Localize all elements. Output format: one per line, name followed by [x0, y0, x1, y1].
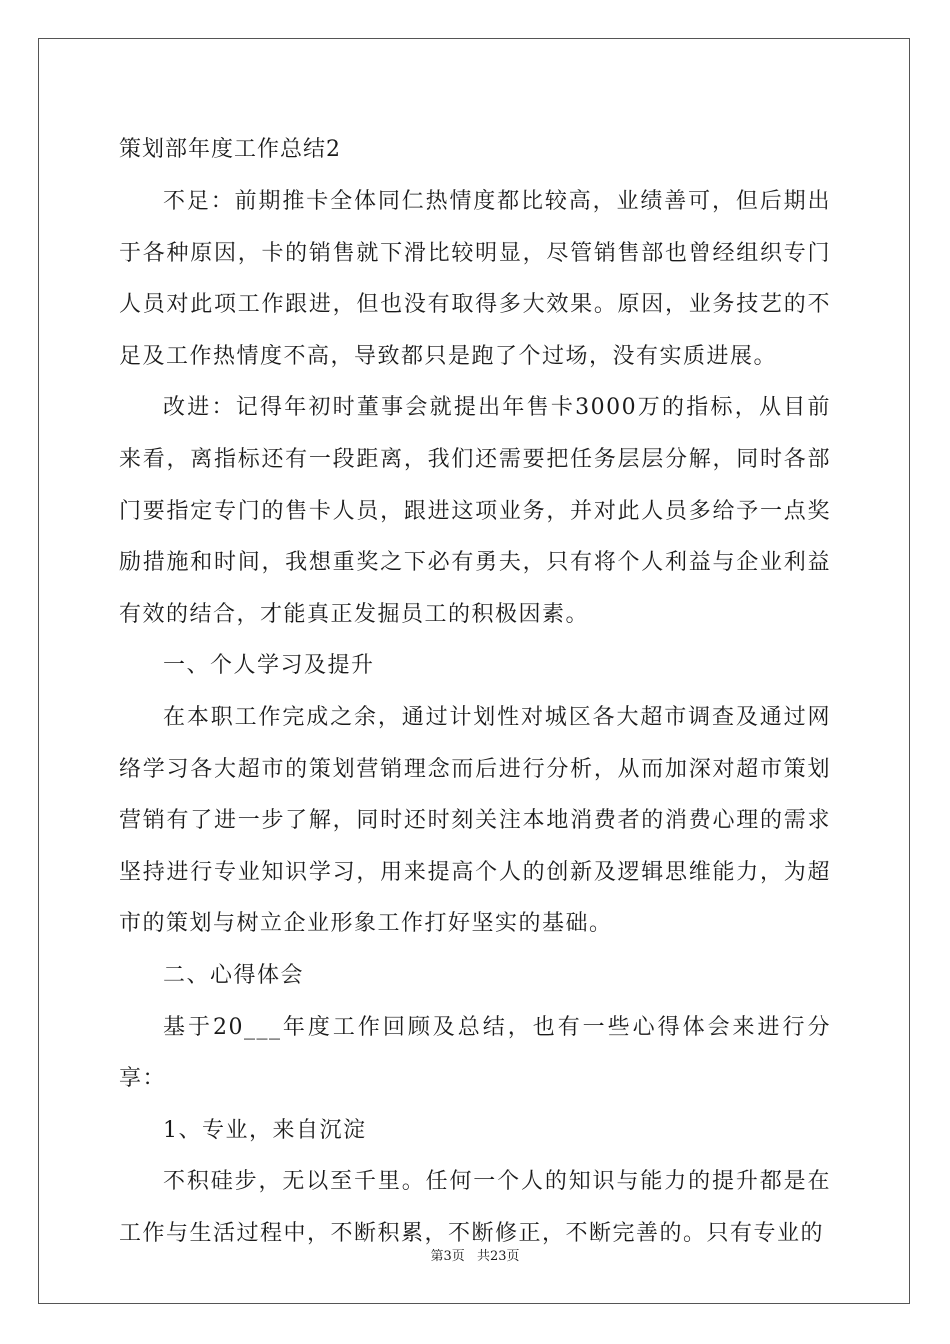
paragraph-shortcomings: 不足：前期推卡全体同仁热情度都比较高，业绩善可，但后期出于各种原因，卡的销售就下滑比较明显，尽管销售部也曾经组织专门人员对此项工作跟进，但也没有取得多大效果。原因，业务技艺的不足及工作热情度不高，导致都只是跑了个过场，没有实质进展。 — [119, 189, 831, 369]
subheading-professional: 1、专业，来自沉淀 — [163, 1117, 367, 1143]
paragraph-personal-learning: 在本职工作完成之余，通过计划性对城区各大超市调查及通过网络学习各大超市的策划营销理念而后进行分析，从而加深对超市策划营销有了进一步了解，同时还时刻关注本地消费者的消费心理的需求坚持进行专业知识学习，用来提高个人的创新及逻辑思维能力，为超市的策划与树立企业形象工作打好坚实的基础。 — [119, 704, 831, 937]
page-number: 第3页 — [430, 1249, 465, 1264]
heading-personal-learning: 一、个人学习及提升 — [163, 653, 375, 679]
paragraph-professional: 不积硅步，无以至千里。任何一个人的知识与能力的提升都是在工作与生活过程中，不断积累，不断修正，不断完善的。只有专业的 — [119, 1169, 831, 1246]
paragraph-improvements: 改进：记得年初时董事会就提出年售卡3000万的指标，从目前来看，离指标还有一段距离，我们还需要把任务层层分解，同时各部门要指定专门的售卡人员，跟进这项业务，并对此人员多给予一点奖励措施和时间，我想重奖之下必有勇夫，只有将个人利益与企业利益有效的结合，才能真正发掘员工的积极因素。 — [119, 395, 831, 627]
document-body — [119, 128, 831, 1259]
document-title: 策划部年度工作总结2 — [119, 137, 341, 162]
page-footer — [0, 1245, 950, 1264]
paragraph-experience-intro: 基于20___年度工作回顾及总结，也有一些心得体会来进行分享： — [119, 1014, 831, 1092]
heading-experience: 二、心得体会 — [163, 962, 305, 988]
page-total: 共23页 — [476, 1249, 520, 1264]
